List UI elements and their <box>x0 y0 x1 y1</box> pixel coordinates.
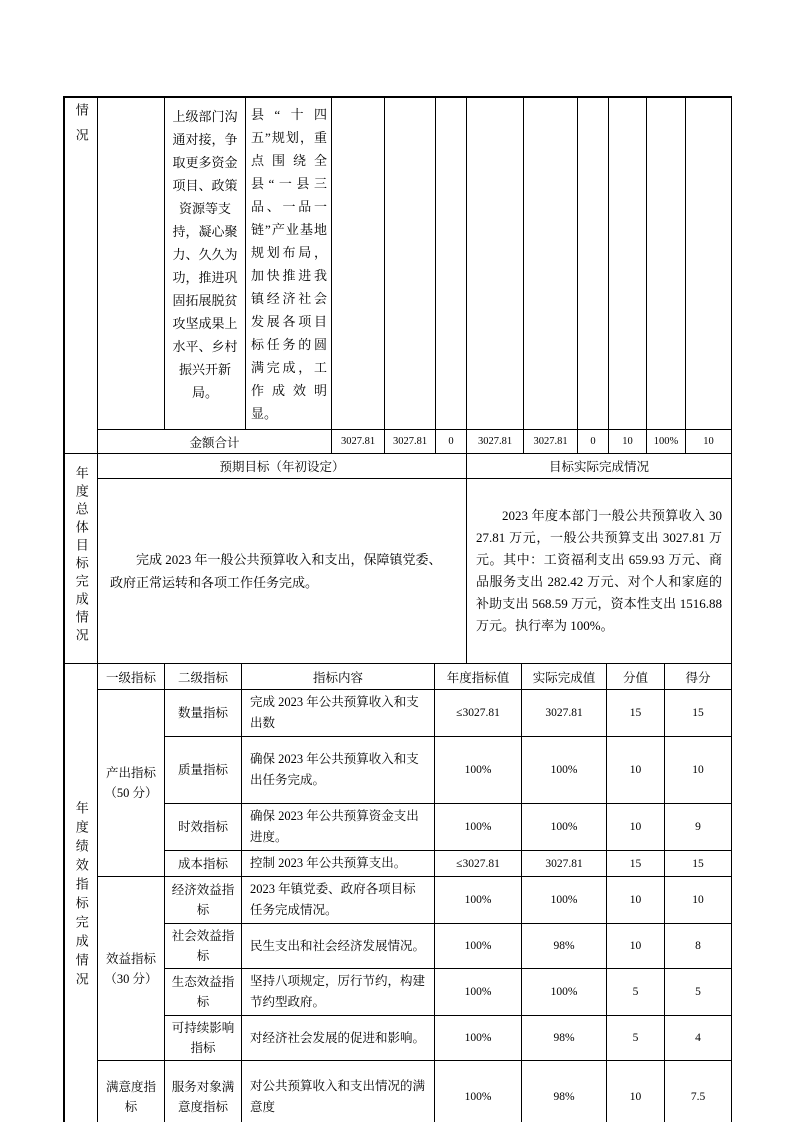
indicator-row <box>65 924 732 969</box>
actual-goal-text: 2023 年度本部门一般公共预算收入 3027.81 万元，一般公共预算支出 3027.81 万元。其中：工资福利支出 659.93 万元、商品服务支出 282.42 万元、对个人和家庭的补助支出 568.59 万元，资本性支出 1516.88 万元。执行率为 100%。 <box>467 479 732 664</box>
total-value-cell: 3027.81 <box>385 430 436 454</box>
indicator-content-cell: 坚持八项规定，厉行节约，构建节约型政府。 <box>242 969 435 1016</box>
earned-cell: 15 <box>665 851 732 877</box>
level2-indicator-cell: 质量指标 <box>165 737 242 804</box>
goal-body-row <box>65 479 732 664</box>
actual-value-cell: 98% <box>522 1016 607 1061</box>
total-value-cell: 10 <box>609 430 647 454</box>
target-value-cell: 100% <box>435 969 522 1016</box>
earned-cell: 8 <box>665 924 732 969</box>
empty-cell <box>385 98 436 430</box>
section-label: 年度绩效指标完成情况 <box>73 800 89 991</box>
empty-cell <box>609 98 647 430</box>
header-level1: 一级指标 <box>98 664 165 690</box>
level2-indicator-cell: 时效指标 <box>165 804 242 851</box>
target-value-cell: 100% <box>435 924 522 969</box>
actual-value-cell: 100% <box>522 877 607 924</box>
earned-cell: 9 <box>665 804 732 851</box>
indicator-content-cell: 完成 2023 年公共预算收入和支出数 <box>242 690 435 737</box>
level2-indicator-cell: 经济效益指标 <box>165 877 242 924</box>
empty-cell <box>578 98 609 430</box>
total-amount-label: 金额合计 <box>98 430 332 454</box>
header-content: 指标内容 <box>242 664 435 690</box>
performance-indicator-section <box>64 663 732 1122</box>
total-amount-row <box>65 430 732 454</box>
earned-cell: 10 <box>665 877 732 924</box>
empty-cell <box>467 98 524 430</box>
total-value-cell: 3027.81 <box>332 430 385 454</box>
earned-cell: 10 <box>665 737 732 804</box>
actual-value-cell: 98% <box>522 924 607 969</box>
score-cell: 10 <box>607 877 665 924</box>
section-label-cell <box>65 454 98 664</box>
level2-indicator-cell: 服务对象满意度指标 <box>165 1061 242 1122</box>
target-value-cell: 100% <box>435 737 522 804</box>
score-cell: 10 <box>607 804 665 851</box>
target-value-cell: 100% <box>435 1061 522 1122</box>
section-label: 情况 <box>73 103 89 153</box>
score-cell: 10 <box>607 1061 665 1122</box>
indicator-header-row <box>65 664 732 690</box>
earned-cell: 4 <box>665 1016 732 1061</box>
empty-cell <box>436 98 467 430</box>
empty-cell <box>332 98 385 430</box>
actual-value-cell: 3027.81 <box>522 851 607 877</box>
annual-goal-section <box>64 453 732 664</box>
actual-value-cell: 100% <box>522 804 607 851</box>
level1-indicator-cell: 效益指标（30 分） <box>98 877 165 1061</box>
expected-goal-header: 预期目标（年初设定） <box>98 454 467 479</box>
target-value-cell: ≤3027.81 <box>435 690 522 737</box>
indicator-content-cell: 对经济社会发展的促进和影响。 <box>242 1016 435 1061</box>
score-cell: 10 <box>607 737 665 804</box>
total-value-cell: 10 <box>686 430 732 454</box>
section-label-cell <box>65 98 98 454</box>
total-value-cell: 0 <box>578 430 609 454</box>
header-level2: 二级指标 <box>165 664 242 690</box>
total-value-cell: 100% <box>647 430 686 454</box>
target-value-cell: 100% <box>435 1016 522 1061</box>
level1-indicator-cell: 产出指标（50 分） <box>98 690 165 877</box>
indicator-row <box>65 1061 732 1122</box>
total-value-cell: 0 <box>436 430 467 454</box>
level2-indicator-cell: 生态效益指标 <box>165 969 242 1016</box>
earned-cell: 7.5 <box>665 1061 732 1122</box>
empty-cell <box>98 98 165 430</box>
section-label-cell <box>65 664 98 1122</box>
expected-goal-text: 完成 2023 年一般公共预算收入和支出，保障镇党委、政府正常运转和各项工作任务完成。 <box>98 479 467 664</box>
indicator-content-cell: 控制 2023 年公共预算支出。 <box>242 851 435 877</box>
indicator-content-cell: 民生支出和社会经济发展情况。 <box>242 924 435 969</box>
score-cell: 15 <box>607 690 665 737</box>
actual-value-cell: 3027.81 <box>522 690 607 737</box>
section-label: 年度总体目标完成情况 <box>73 466 89 646</box>
level2-indicator-cell: 可持续影响指标 <box>165 1016 242 1061</box>
empty-cell <box>647 98 686 430</box>
indicator-row <box>65 969 732 1016</box>
level1-indicator-cell: 满意度指标 <box>98 1061 165 1122</box>
earned-cell: 15 <box>665 690 732 737</box>
indicator-content-cell: 确保 2023 年公共预算收入和支出任务完成。 <box>242 737 435 804</box>
carryover-text-row <box>65 98 732 430</box>
score-cell: 10 <box>607 924 665 969</box>
indicator-row <box>65 690 732 737</box>
indicator-row <box>65 1016 732 1061</box>
indicator-content-cell: 对公共预算收入和支出情况的满意度 <box>242 1061 435 1122</box>
goal-header-row <box>65 454 732 479</box>
actual-value-cell: 98% <box>522 1061 607 1122</box>
indicator-row <box>65 851 732 877</box>
indicator-content-cell: 2023 年镇党委、政府各项目标任务完成情况。 <box>242 877 435 924</box>
actual-value-cell: 100% <box>522 969 607 1016</box>
target-value-cell: 100% <box>435 804 522 851</box>
planning-text-cell: 县“十四五”规划，重点围绕全县“一县三品、一品一链”产业基地规划布局，加快推进我镇经济社会发展各项目标任务的圆满完成，工作成效明显。 <box>246 98 332 430</box>
level2-indicator-cell: 社会效益指标 <box>165 924 242 969</box>
level2-indicator-cell: 成本指标 <box>165 851 242 877</box>
score-cell: 15 <box>607 851 665 877</box>
earned-cell: 5 <box>665 969 732 1016</box>
actual-goal-header: 目标实际完成情况 <box>467 454 732 479</box>
level2-indicator-cell: 数量指标 <box>165 690 242 737</box>
score-cell: 5 <box>607 1016 665 1061</box>
performance-evaluation-table <box>63 96 732 1122</box>
indicator-row <box>65 804 732 851</box>
score-cell: 5 <box>607 969 665 1016</box>
indicator-row <box>65 877 732 924</box>
header-earned: 得分 <box>665 664 732 690</box>
indicator-row <box>65 737 732 804</box>
empty-cell <box>686 98 732 430</box>
communication-text-cell: 上级部门沟通对接，争取更多资金项目、政策资源等支持，凝心聚力、久久为功，推进巩固拓展脱贫攻坚成果上水平、乡村振兴开新局。 <box>165 98 246 430</box>
target-value-cell: ≤3027.81 <box>435 851 522 877</box>
total-value-cell: 3027.81 <box>524 430 578 454</box>
header-actual-value: 实际完成值 <box>522 664 607 690</box>
actual-value-cell: 100% <box>522 737 607 804</box>
indicator-content-cell: 确保 2023 年公共预算资金支出进度。 <box>242 804 435 851</box>
total-value-cell: 3027.81 <box>467 430 524 454</box>
header-target-value: 年度指标值 <box>435 664 522 690</box>
target-value-cell: 100% <box>435 877 522 924</box>
empty-cell <box>524 98 578 430</box>
carryover-section <box>64 97 732 454</box>
header-score: 分值 <box>607 664 665 690</box>
